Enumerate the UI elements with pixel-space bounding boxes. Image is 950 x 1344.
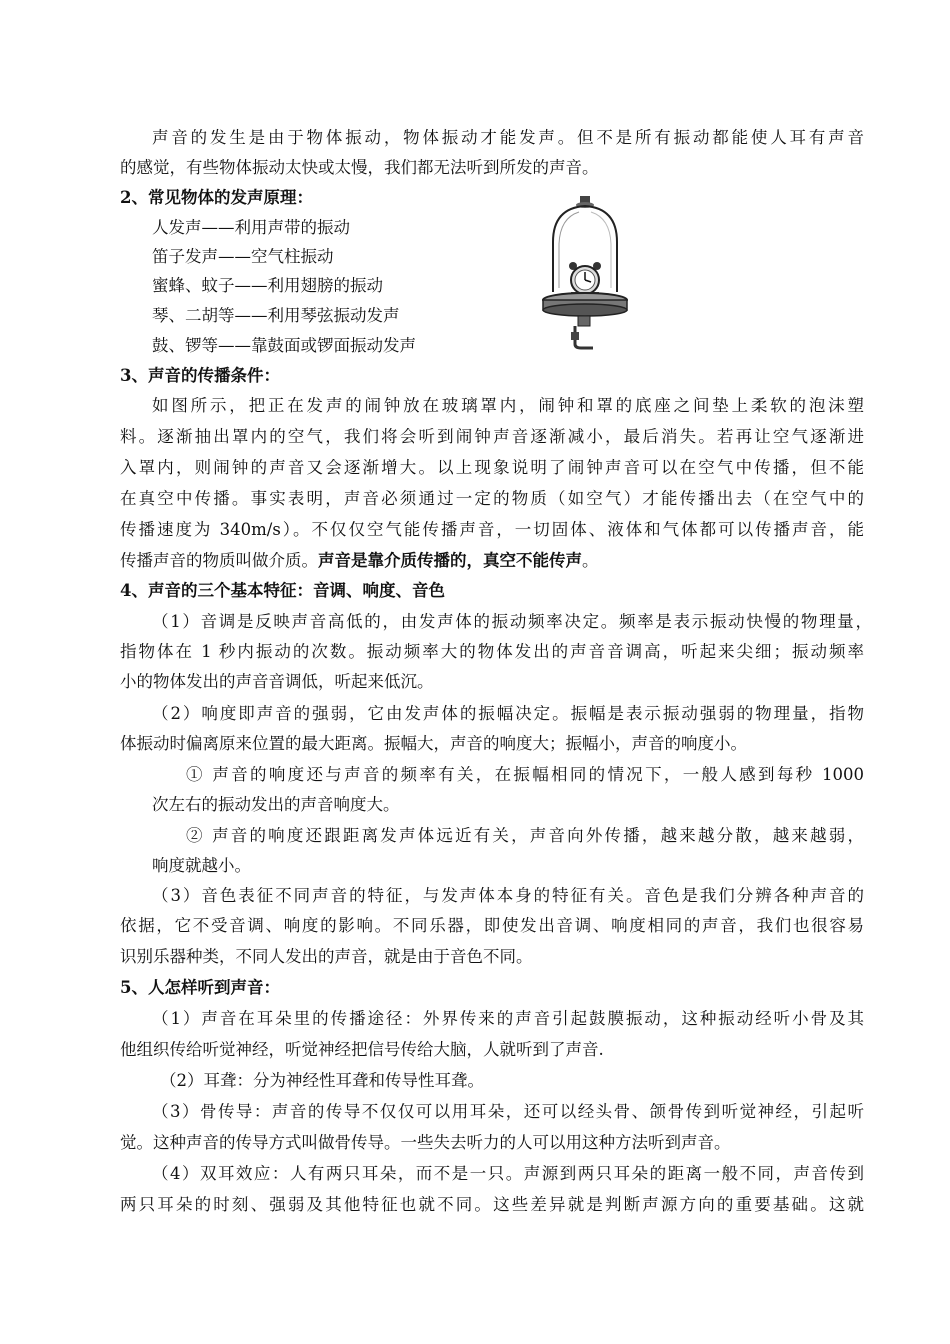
key-conclusion: 声音是靠介质传播的，真空不能传声 <box>318 551 582 570</box>
section-heading-2: 2、常见物体的发声原理： <box>120 188 313 207</box>
paragraph-line: （2）耳聋：分为神经性耳聋和传导性耳聋。 <box>160 1071 484 1090</box>
paragraph-line: 料。逐渐抽出罩内的空气，我们将会听到闹钟声音逐渐减小，最后消失。若再让空气逐渐进 <box>120 427 864 446</box>
paragraph-line: 识别乐器种类，不同人发出的声音，就是由于音色不同。 <box>120 947 533 966</box>
paragraph-line: 在真空中传播。事实表明，声音必须通过一定的物质（如空气）才能传播出去（在空气中的 <box>120 489 864 508</box>
section-heading-4: 4、声音的三个基本特征：音调、响度、音色 <box>120 581 445 600</box>
list-item: 蜜蜂、蚊子——利用翅膀的振动 <box>152 276 383 295</box>
paragraph-text: 传播声音的物质叫做介质。 <box>120 551 318 570</box>
paragraph-line: （4）双耳效应：人有两只耳朵，而不是一只。声源到两只耳朵的距离一般不同，声音传到 <box>152 1164 864 1183</box>
section-heading-3: 3、声音的传播条件： <box>120 366 280 385</box>
paragraph-line: 依据，它不受音调、响度的影响。不同乐器，即使发出音调、响度相同的声音，我们也很容易 <box>120 916 864 935</box>
paragraph-line: 两只耳朵的时刻、强弱及其他特征也就不同。这些差异就是判断声源方向的重要基础。这就 <box>120 1195 864 1214</box>
paragraph-text: 。 <box>582 551 599 570</box>
paragraph-line: 入罩内，则闹钟的声音又会逐渐增大。以上现象说明了闹钟声音可以在空气中传播，但不能 <box>120 458 864 477</box>
paragraph-line: 指物体在 1 秒内振动的次数。振动频率大的物体发出的声音音调高，听起来尖细；振动频率 <box>120 642 864 661</box>
paragraph-line: （3）骨传导：声音的传导不仅仅可以用耳朵，还可以经头骨、颌骨传到听觉神经，引起听 <box>152 1102 864 1121</box>
paragraph-line: 体振动时偏离原来位置的最大距离。振幅大，声音的响度大；振幅小，声音的响度小。 <box>120 734 747 753</box>
paragraph-line: 小的物体发出的声音音调低，听起来低沉。 <box>120 672 434 691</box>
paragraph-line: （1）音调是反映声音高低的，由发声体的振动频率决定。频率是表示振动快慢的物理量， <box>152 612 872 631</box>
bell-jar-alarm-clock-figure <box>535 192 635 354</box>
paragraph-line: （2）响度即声音的强弱，它由发声体的振幅决定。振幅是表示振动强弱的物理量，指物 <box>152 704 864 723</box>
list-item: 人发声——利用声带的振动 <box>152 218 350 237</box>
paragraph-line: 次左右的振动发出的声音响度大。 <box>152 795 400 814</box>
paragraph-line: （3）音色表征不同声音的特征，与发声体本身的特征有关。音色是我们分辨各种声音的 <box>152 886 864 905</box>
paragraph-line: 他组织传给听觉神经，听觉神经把信号传给大脑，人就听到了声音. <box>120 1040 604 1059</box>
list-item: 琴、二胡等——利用琴弦振动发声 <box>152 306 400 325</box>
paragraph-line: 响度就越小。 <box>152 856 251 875</box>
paragraph-line <box>120 551 599 571</box>
list-item: 笛子发声——空气柱振动 <box>152 247 334 266</box>
paragraph-line: 的感觉，有些物体振动太快或太慢，我们都无法听到所发的声音。 <box>120 158 599 177</box>
paragraph-line: （1）声音在耳朵里的传播途径：外界传来的声音引起鼓膜振动，这种振动经听小骨及其 <box>152 1009 864 1028</box>
list-item: 鼓、锣等——靠鼓面或锣面振动发声 <box>152 336 416 355</box>
paragraph-line: ① 声音的响度还与声音的频率有关，在振幅相同的情况下，一般人感到每秒 1000 <box>186 765 864 784</box>
paragraph-line: ② 声音的响度还跟距离发声体远近有关，声音向外传播，越来越分散，越来越弱， <box>186 826 864 845</box>
section-heading-5: 5、人怎样听到声音： <box>120 978 280 997</box>
paragraph-line: 传播速度为 340m/s）。不仅仅空气能传播声音，一切固体、液体和气体都可以传播声音，能 <box>120 520 864 539</box>
paragraph-line: 觉。这种声音的传导方式叫做骨传导。一些失去听力的人可以用这种方法听到声音。 <box>120 1133 731 1152</box>
paragraph-line: 声音的发生是由于物体振动，物体振动才能发声。但不是所有振动都能使人耳有声音 <box>152 128 864 147</box>
paragraph-line: 如图所示，把正在发声的闹钟放在玻璃罩内，闹钟和罩的底座之间垫上柔软的泡沫塑 <box>152 396 864 415</box>
